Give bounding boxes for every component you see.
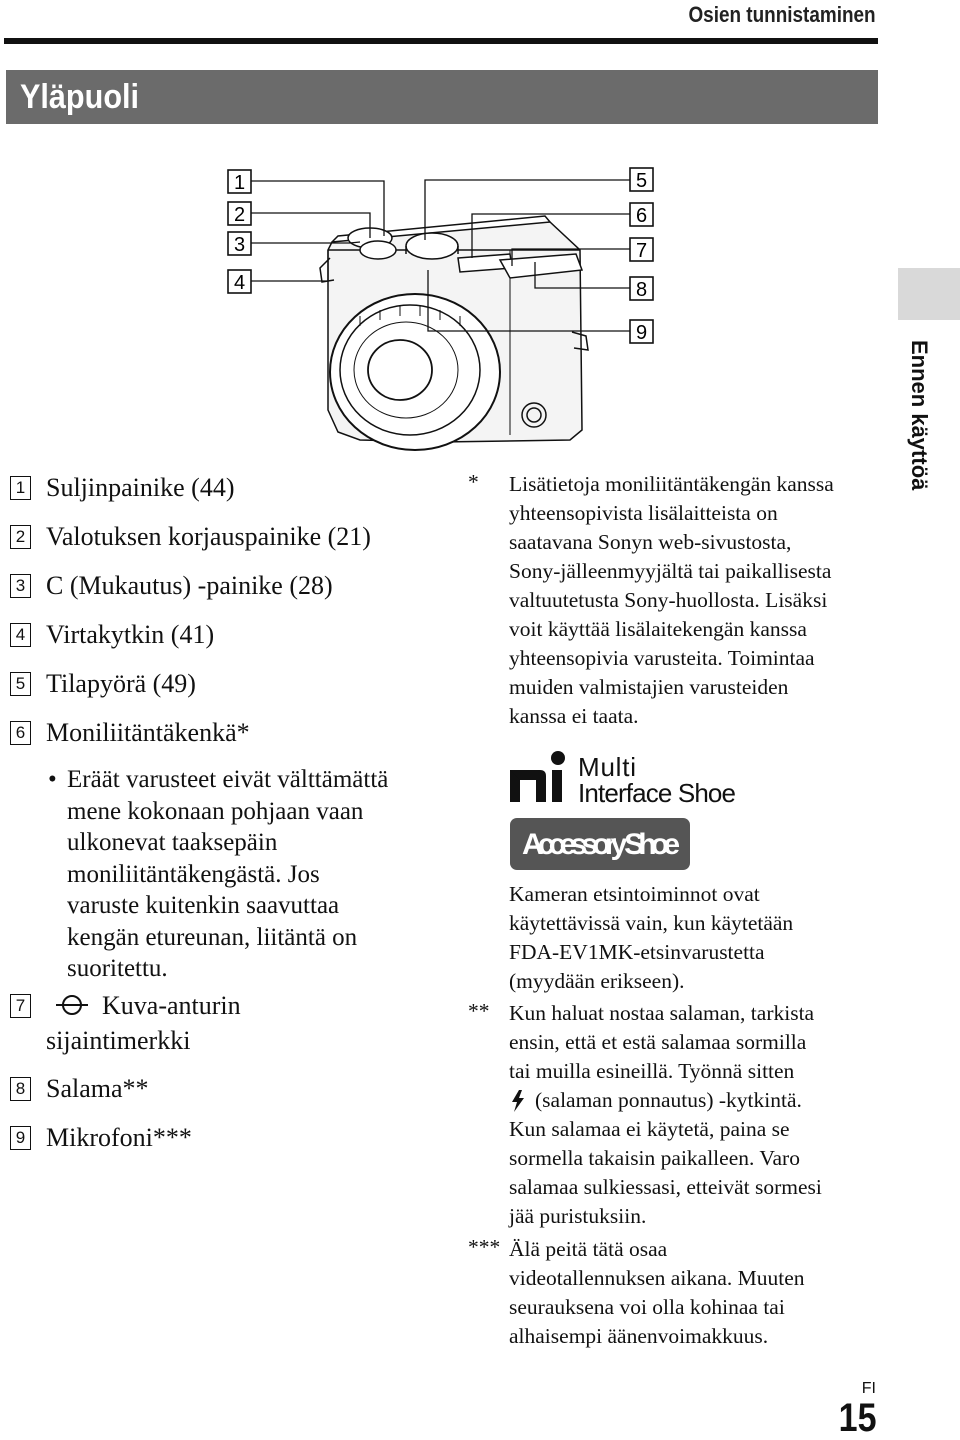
title-bar <box>6 70 878 124</box>
footnote-mark: * <box>468 470 479 494</box>
list-item <box>10 470 440 506</box>
note-line: Kun haluat nostaa salaman, tarkista <box>509 1001 815 1025</box>
item-text: Mikrofoni*** <box>46 1123 192 1152</box>
note-line: alhaisempi äänenvoimakkuus. <box>509 1324 769 1348</box>
note-line: yhteensopivista lisälaitteista on <box>509 501 778 525</box>
item-number: 6 <box>10 721 31 745</box>
item-number: 1 <box>10 476 31 500</box>
item-text: C (Mukautus) -painike (28) <box>46 571 333 600</box>
section-header: Osien tunnistaminen <box>688 2 876 27</box>
note-line: Älä peitä tätä osaa <box>509 1237 668 1261</box>
side-tab-marker <box>898 268 960 320</box>
note-line: FDA-EV1MK-etsinvarustetta <box>509 940 765 964</box>
footnote-2 <box>509 999 822 1231</box>
side-tab-label: Ennen käyttöä <box>907 340 932 491</box>
note-line: ensin, että et estä salamaa sormilla <box>509 1030 807 1054</box>
language-code: FI <box>861 1380 876 1397</box>
note-line: videotallennuksen aikana. Muuten <box>509 1266 805 1290</box>
item-number: 4 <box>10 623 31 647</box>
note-line: jää puristuksiin. <box>509 1204 647 1228</box>
callout-4: 4 <box>233 272 246 294</box>
image-sensor-mark-icon <box>52 990 92 1020</box>
bullet-line: moniliitäntäkengästä. Jos <box>67 860 320 888</box>
list-item <box>10 1120 192 1156</box>
list-item <box>10 617 440 653</box>
item-number: 3 <box>10 574 31 598</box>
list-item <box>10 715 440 751</box>
page-number-block <box>832 1380 877 1438</box>
note-line-flash <box>509 1086 822 1115</box>
bullet-line: kengän etureunan, liitäntä on <box>67 923 358 951</box>
callout-7: 7 <box>635 240 648 262</box>
item-text: Valotuksen korjauspainike (21) <box>46 522 371 551</box>
note-line: yhteensopivia varusteita. Toimintaa <box>509 646 815 670</box>
item-text: Salama** <box>46 1074 149 1103</box>
bullet-symbol: • <box>48 766 57 793</box>
flash-popup-icon <box>509 1089 527 1113</box>
camera-top-diagram <box>210 150 680 460</box>
item-number: 2 <box>10 525 31 549</box>
note-line: Sony-jälleenmyyjältä tai paikallisesta <box>509 559 832 583</box>
bullet-line: mene kokonaan pohjaan vaan <box>67 797 364 825</box>
note-line: valtuutetusta Sony-huollosta. Lisäksi <box>509 588 828 612</box>
note-line: salamaa sulkiessasi, etteivät sormesi <box>509 1175 822 1199</box>
shoe-bullet-note <box>48 764 428 985</box>
callout-1: 1 <box>233 172 246 194</box>
note-line-text: (salaman ponnautus) -kytkintä. <box>535 1088 802 1112</box>
note-line: käytettävissä vain, kun käytetään <box>509 911 794 935</box>
note-line: sormella takaisin paikalleen. Varo <box>509 1146 800 1170</box>
note-line: voit käyttää lisälaitekengän kanssa <box>509 617 807 641</box>
footnote-1 <box>509 470 834 731</box>
list-item <box>10 1071 149 1107</box>
logo-shoe-text: Interface Shoe <box>578 778 736 808</box>
footnote-mark: ** <box>468 999 490 1023</box>
note-line: muiden valmistajien varusteiden <box>509 675 789 699</box>
note-line: Kun salamaa ei käytetä, paina se <box>509 1117 790 1141</box>
callout-2: 2 <box>233 204 246 226</box>
callout-5: 5 <box>635 170 648 192</box>
list-item <box>10 519 440 555</box>
header-rule <box>4 38 878 44</box>
item-number: 9 <box>10 1126 31 1150</box>
bullet-line: ulkonevat taaksepäin <box>67 829 278 856</box>
item-text: Moniliitäntäkenkä* <box>46 718 250 747</box>
footnote-3 <box>509 1235 805 1351</box>
callout-3: 3 <box>233 234 246 256</box>
footnote-1-continued <box>509 880 793 996</box>
item-text: Suljinpainike (44) <box>46 473 235 502</box>
item-number: 8 <box>10 1077 31 1101</box>
logo-multi-text: Multi <box>578 752 636 782</box>
page-title: Yläpuoli <box>20 78 140 116</box>
note-line: tai muilla esineillä. Työnnä sitten <box>509 1059 795 1083</box>
list-item <box>10 666 440 702</box>
page-number: 15 <box>838 1396 876 1440</box>
parts-list <box>10 470 440 764</box>
bullet-line: Eräät varusteet eivät välttämättä <box>67 766 389 793</box>
note-line: Lisätietoja moniliitäntäkengän kanssa <box>509 472 834 496</box>
list-item <box>10 988 430 1058</box>
note-line: seurauksena voi olla kohinaa tai <box>509 1295 785 1319</box>
list-item <box>10 568 440 604</box>
item-text: Tilapyörä (49) <box>46 669 196 698</box>
item-number: 7 <box>10 994 31 1018</box>
note-line: (myydään erikseen). <box>509 969 685 993</box>
callout-6: 6 <box>635 205 648 227</box>
callout-9: 9 <box>635 322 648 344</box>
item-number: 5 <box>10 672 31 696</box>
multi-interface-shoe-logo <box>508 748 748 873</box>
footnote-mark: *** <box>468 1235 501 1259</box>
item-text: Kuva-anturin <box>102 991 241 1020</box>
note-line: Kameran etsintoiminnot ovat <box>509 882 760 906</box>
item-text-continued: sijaintimerkki <box>46 1026 191 1055</box>
item-text: Virtakytkin (41) <box>46 620 215 649</box>
bullet-line: varuste kuitenkin saavuttaa <box>67 892 340 919</box>
logo-accessory-text: Accessory Shoe <box>522 828 680 861</box>
note-line: saatavana Sonyn web-sivustosta, <box>509 530 792 554</box>
callout-8: 8 <box>635 279 648 301</box>
note-line: kanssa ei taata. <box>509 704 639 728</box>
bullet-line: suoritettu. <box>67 955 168 982</box>
